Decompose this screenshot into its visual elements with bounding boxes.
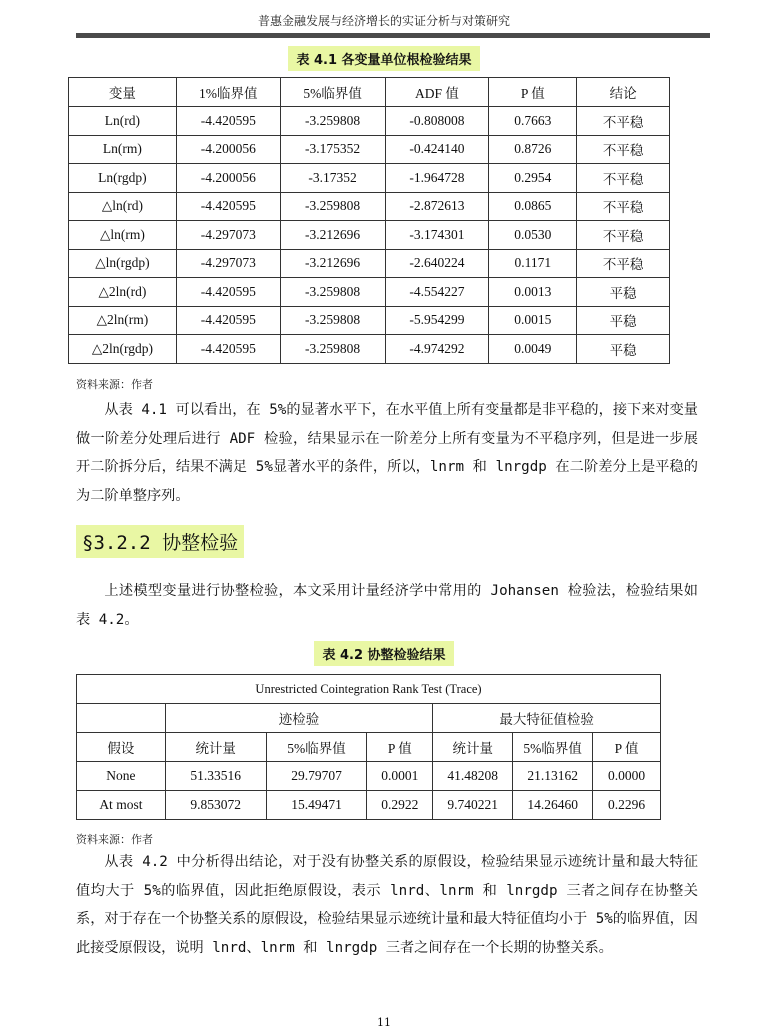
table2-header-row (77, 733, 661, 762)
table-cell: -1.964728 (385, 164, 489, 193)
table-cell: -4.200056 (176, 164, 280, 193)
table-row (69, 221, 670, 250)
table-cell: -4.200056 (176, 135, 280, 164)
table-row (69, 278, 670, 307)
table-cell: -0.808008 (385, 107, 489, 136)
table-cell: 9.853072 (165, 791, 266, 820)
table-cell: 41.48208 (433, 762, 513, 791)
paragraph-3: 从表 4.2 中分析得出结论，对于没有协整关系的原假设，检验结果显示迹统计量和最大特征值均大于 5%的临界值，因此拒绝原假设，表示 lnrd、lnrm 和 lnrgdp 三者之间存在协整关系，对于存在一个协整关系的原假设，检验结果显示迹统计量和最大特征值均小于 5%的临界值，因此接受原假设，说明 lnrd、lnrm 和 lnrgdp 三者之间存在一个长期的协整关系。 (76, 854, 698, 956)
table2-header-cell: P 值 (593, 733, 661, 762)
table1-header-cell: 5%临界值 (280, 78, 385, 107)
table-row (69, 107, 670, 136)
table-row (77, 791, 661, 820)
table-cell: 0.8726 (489, 135, 577, 164)
table-cell: 0.0013 (489, 278, 577, 307)
table2-source: 资料来源：作者 (76, 833, 153, 846)
table2-caption-wrap (0, 641, 768, 666)
table-cell: 21.13162 (513, 762, 593, 791)
table2-header-cell: 5%临界值 (513, 733, 593, 762)
table-cell: 0.2954 (489, 164, 577, 193)
table-cell: -2.872613 (385, 192, 489, 221)
table-cell: 0.0530 (489, 221, 577, 250)
table-cell: -3.259808 (280, 107, 385, 136)
table2-group-maxeig: 最大特征值检验 (433, 704, 661, 733)
table-cell: 0.2296 (593, 791, 661, 820)
table-cell: -4.420595 (176, 306, 280, 335)
table-cell: 51.33516 (165, 762, 266, 791)
table1-header-cell: 结论 (577, 78, 670, 107)
table-cell: 0.0015 (489, 306, 577, 335)
table1-header-row (69, 78, 670, 107)
section-heading: §3.2.2 协整检验 (76, 525, 244, 558)
table2-header-cell: 统计量 (433, 733, 513, 762)
table-cell: -4.297073 (176, 249, 280, 278)
table1-caption: 表 4.1 各变量单位根检验结果 (288, 46, 479, 71)
table-row (69, 135, 670, 164)
table-cell: △2ln(rm) (69, 306, 177, 335)
table-cell: -3.259808 (280, 192, 385, 221)
table1-header-cell: ADF 值 (385, 78, 489, 107)
table2-header-cell: P 值 (367, 733, 433, 762)
table-cell: △2ln(rd) (69, 278, 177, 307)
paragraph-2: 上述模型变量进行协整检验，本文采用计量经济学中常用的 Johansen 检验法，检验结果如表 4.2。 (76, 583, 698, 628)
table-row (69, 192, 670, 221)
table-cell: 0.0001 (367, 762, 433, 791)
table-row (69, 335, 670, 364)
table-cell: 29.79707 (266, 762, 367, 791)
table2-caption: 表 4.2 协整检验结果 (314, 641, 453, 666)
table1-header-cell: 1%临界值 (176, 78, 280, 107)
table-cell: -3.174301 (385, 221, 489, 250)
table-cell: None (77, 762, 166, 791)
table-cell: △2ln(rgdp) (69, 335, 177, 364)
table-cell: △ln(rgdp) (69, 249, 177, 278)
table-cell: △ln(rd) (69, 192, 177, 221)
table-cell: -3.175352 (280, 135, 385, 164)
table2-header-cell: 5%临界值 (266, 733, 367, 762)
table-cell: Ln(rm) (69, 135, 177, 164)
table-cell: Ln(rd) (69, 107, 177, 136)
table-cell: 15.49471 (266, 791, 367, 820)
table-cell: -3.212696 (280, 221, 385, 250)
table-cell: -5.954299 (385, 306, 489, 335)
table-cell: 0.1171 (489, 249, 577, 278)
table-cell: 不平稳 (577, 135, 670, 164)
table-cell: At most (77, 791, 166, 820)
table-cell: -3.259808 (280, 306, 385, 335)
running-header: 普惠金融发展与经济增长的实证分析与对策研究 (257, 14, 510, 28)
table-cell: 不平稳 (577, 192, 670, 221)
table-cell: -4.420595 (176, 192, 280, 221)
table-row (69, 249, 670, 278)
table-cell: -0.424140 (385, 135, 489, 164)
table-cell: -4.420595 (176, 335, 280, 364)
table-cell: 9.740221 (433, 791, 513, 820)
table-cell: -3.259808 (280, 278, 385, 307)
table-cell: -3.212696 (280, 249, 385, 278)
table2-corner-cell (77, 704, 166, 733)
table-cell: 0.2922 (367, 791, 433, 820)
paragraph-1: 从表 4.1 可以看出，在 5%的显著水平下，在水平值上所有变量都是非平稳的，接下来对变量做一阶差分处理后进行 ADF 检验，结果显示在一阶差分上所有变量为不平稳序列，但是进一步展开二阶拆分后，结果不满足 5%显著水平的条件，所以，lnrm 和 lnrgdp 在二阶差分上是平稳的为二阶单整序列。 (76, 402, 698, 504)
table2-header-cell: 统计量 (165, 733, 266, 762)
table-cell: 平稳 (577, 306, 670, 335)
table-cell: 0.0000 (593, 762, 661, 791)
table-cell: 0.0865 (489, 192, 577, 221)
table-cell: 不平稳 (577, 249, 670, 278)
table-cell: 平稳 (577, 335, 670, 364)
table-cell: -3.259808 (280, 335, 385, 364)
table-cell: -4.420595 (176, 107, 280, 136)
header-rule (76, 33, 710, 38)
unit-root-table (68, 77, 670, 364)
cointegration-table (76, 674, 661, 820)
table-cell: -2.640224 (385, 249, 489, 278)
table2-group-trace: 迹检验 (165, 704, 433, 733)
table2-title: Unrestricted Cointegration Rank Test (Trace) (77, 675, 661, 704)
table2-header-cell: 假设 (77, 733, 166, 762)
table-cell: 不平稳 (577, 221, 670, 250)
table-cell: 0.0049 (489, 335, 577, 364)
table-cell: Ln(rgdp) (69, 164, 177, 193)
table-cell: 平稳 (577, 278, 670, 307)
table-cell: 14.26460 (513, 791, 593, 820)
table1-caption-wrap (0, 46, 768, 71)
table-cell: 不平稳 (577, 107, 670, 136)
page-number: 11 (377, 1016, 391, 1029)
table-cell: -4.420595 (176, 278, 280, 307)
table-row (77, 762, 661, 791)
table-cell: -4.554227 (385, 278, 489, 307)
table-row (69, 306, 670, 335)
table1-source: 资料来源：作者 (76, 378, 153, 391)
table-cell: 0.7663 (489, 107, 577, 136)
table-cell: △ln(rm) (69, 221, 177, 250)
table1-header-cell: P 值 (489, 78, 577, 107)
table-row (69, 164, 670, 193)
table1-header-cell: 变量 (69, 78, 177, 107)
table-cell: -4.974292 (385, 335, 489, 364)
table-cell: -4.297073 (176, 221, 280, 250)
table-cell: -3.17352 (280, 164, 385, 193)
table-cell: 不平稳 (577, 164, 670, 193)
